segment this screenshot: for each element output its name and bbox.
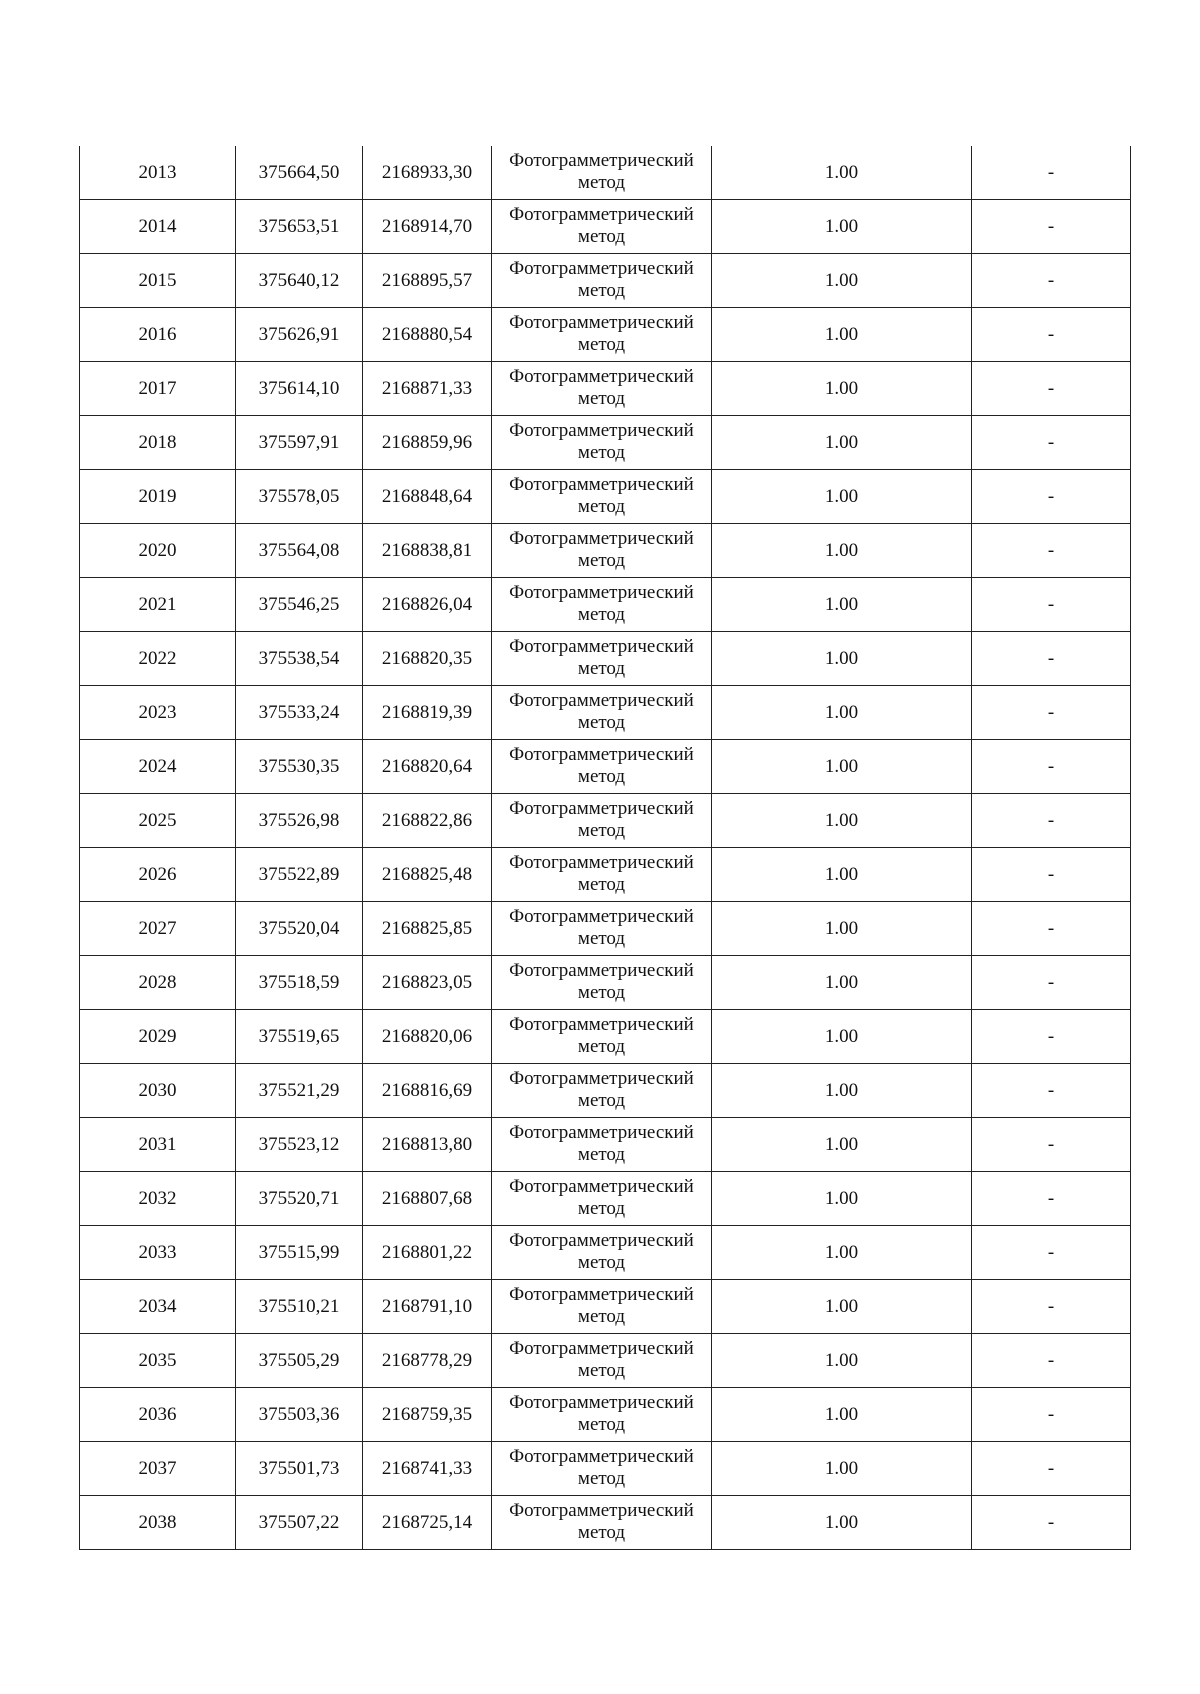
accuracy-cell: 1.00 bbox=[712, 848, 972, 902]
accuracy-cell: 1.00 bbox=[712, 362, 972, 416]
method-cell: Фотограмметрический метод bbox=[492, 1226, 712, 1280]
y-coordinate-cell: 2168813,80 bbox=[363, 1118, 492, 1172]
table-row bbox=[80, 1172, 1131, 1226]
note-cell: - bbox=[972, 200, 1131, 254]
note-cell: - bbox=[972, 794, 1131, 848]
method-cell: Фотограмметрический метод bbox=[492, 524, 712, 578]
x-coordinate-cell: 375653,51 bbox=[236, 200, 363, 254]
y-coordinate-cell: 2168741,33 bbox=[363, 1442, 492, 1496]
table-row bbox=[80, 254, 1131, 308]
accuracy-cell: 1.00 bbox=[712, 524, 972, 578]
x-coordinate-cell: 375533,24 bbox=[236, 686, 363, 740]
note-cell: - bbox=[972, 1226, 1131, 1280]
x-coordinate-cell: 375523,12 bbox=[236, 1118, 363, 1172]
table-row bbox=[80, 416, 1131, 470]
note-cell: - bbox=[972, 524, 1131, 578]
x-coordinate-cell: 375522,89 bbox=[236, 848, 363, 902]
method-cell: Фотограмметрический метод bbox=[492, 740, 712, 794]
table-row bbox=[80, 1496, 1131, 1550]
y-coordinate-cell: 2168725,14 bbox=[363, 1496, 492, 1550]
point-number-cell: 2019 bbox=[80, 470, 236, 524]
method-cell: Фотограмметрический метод bbox=[492, 632, 712, 686]
x-coordinate-cell: 375501,73 bbox=[236, 1442, 363, 1496]
table-row bbox=[80, 524, 1131, 578]
table-row bbox=[80, 362, 1131, 416]
y-coordinate-cell: 2168759,35 bbox=[363, 1388, 492, 1442]
point-number-cell: 2029 bbox=[80, 1010, 236, 1064]
x-coordinate-cell: 375564,08 bbox=[236, 524, 363, 578]
accuracy-cell: 1.00 bbox=[712, 794, 972, 848]
y-coordinate-cell: 2168895,57 bbox=[363, 254, 492, 308]
accuracy-cell: 1.00 bbox=[712, 1280, 972, 1334]
table-row bbox=[80, 1280, 1131, 1334]
note-cell: - bbox=[972, 1496, 1131, 1550]
note-cell: - bbox=[972, 1442, 1131, 1496]
x-coordinate-cell: 375530,35 bbox=[236, 740, 363, 794]
table-row bbox=[80, 200, 1131, 254]
y-coordinate-cell: 2168933,30 bbox=[363, 146, 492, 200]
table-row bbox=[80, 308, 1131, 362]
table-row bbox=[80, 848, 1131, 902]
accuracy-cell: 1.00 bbox=[712, 1118, 972, 1172]
accuracy-cell: 1.00 bbox=[712, 632, 972, 686]
point-number-cell: 2025 bbox=[80, 794, 236, 848]
accuracy-cell: 1.00 bbox=[712, 1172, 972, 1226]
point-number-cell: 2021 bbox=[80, 578, 236, 632]
y-coordinate-cell: 2168838,81 bbox=[363, 524, 492, 578]
x-coordinate-cell: 375538,54 bbox=[236, 632, 363, 686]
accuracy-cell: 1.00 bbox=[712, 254, 972, 308]
point-number-cell: 2026 bbox=[80, 848, 236, 902]
method-cell: Фотограмметрический метод bbox=[492, 200, 712, 254]
table-row bbox=[80, 1064, 1131, 1118]
note-cell: - bbox=[972, 146, 1131, 200]
method-cell: Фотограмметрический метод bbox=[492, 470, 712, 524]
coordinates-table-body bbox=[80, 146, 1131, 1550]
method-cell: Фотограмметрический метод bbox=[492, 1172, 712, 1226]
x-coordinate-cell: 375626,91 bbox=[236, 308, 363, 362]
table-row bbox=[80, 686, 1131, 740]
point-number-cell: 2016 bbox=[80, 308, 236, 362]
accuracy-cell: 1.00 bbox=[712, 1010, 972, 1064]
y-coordinate-cell: 2168820,06 bbox=[363, 1010, 492, 1064]
point-number-cell: 2033 bbox=[80, 1226, 236, 1280]
method-cell: Фотограмметрический метод bbox=[492, 308, 712, 362]
note-cell: - bbox=[972, 1280, 1131, 1334]
table-row bbox=[80, 632, 1131, 686]
table-row bbox=[80, 1334, 1131, 1388]
point-number-cell: 2017 bbox=[80, 362, 236, 416]
note-cell: - bbox=[972, 308, 1131, 362]
method-cell: Фотограмметрический метод bbox=[492, 1388, 712, 1442]
note-cell: - bbox=[972, 578, 1131, 632]
x-coordinate-cell: 375520,04 bbox=[236, 902, 363, 956]
note-cell: - bbox=[972, 848, 1131, 902]
accuracy-cell: 1.00 bbox=[712, 416, 972, 470]
point-number-cell: 2024 bbox=[80, 740, 236, 794]
method-cell: Фотограмметрический метод bbox=[492, 1334, 712, 1388]
accuracy-cell: 1.00 bbox=[712, 1334, 972, 1388]
note-cell: - bbox=[972, 956, 1131, 1010]
table-row bbox=[80, 1010, 1131, 1064]
table-row bbox=[80, 902, 1131, 956]
accuracy-cell: 1.00 bbox=[712, 686, 972, 740]
y-coordinate-cell: 2168825,48 bbox=[363, 848, 492, 902]
method-cell: Фотограмметрический метод bbox=[492, 1442, 712, 1496]
accuracy-cell: 1.00 bbox=[712, 578, 972, 632]
point-number-cell: 2031 bbox=[80, 1118, 236, 1172]
method-cell: Фотограмметрический метод bbox=[492, 956, 712, 1010]
method-cell: Фотограмметрический метод bbox=[492, 1118, 712, 1172]
point-number-cell: 2038 bbox=[80, 1496, 236, 1550]
point-number-cell: 2032 bbox=[80, 1172, 236, 1226]
method-cell: Фотограмметрический метод bbox=[492, 794, 712, 848]
note-cell: - bbox=[972, 1334, 1131, 1388]
x-coordinate-cell: 375518,59 bbox=[236, 956, 363, 1010]
note-cell: - bbox=[972, 1172, 1131, 1226]
point-number-cell: 2014 bbox=[80, 200, 236, 254]
point-number-cell: 2015 bbox=[80, 254, 236, 308]
x-coordinate-cell: 375521,29 bbox=[236, 1064, 363, 1118]
point-number-cell: 2036 bbox=[80, 1388, 236, 1442]
y-coordinate-cell: 2168823,05 bbox=[363, 956, 492, 1010]
note-cell: - bbox=[972, 740, 1131, 794]
y-coordinate-cell: 2168807,68 bbox=[363, 1172, 492, 1226]
table-row bbox=[80, 1118, 1131, 1172]
accuracy-cell: 1.00 bbox=[712, 470, 972, 524]
note-cell: - bbox=[972, 1118, 1131, 1172]
y-coordinate-cell: 2168820,35 bbox=[363, 632, 492, 686]
x-coordinate-cell: 375526,98 bbox=[236, 794, 363, 848]
point-number-cell: 2023 bbox=[80, 686, 236, 740]
note-cell: - bbox=[972, 632, 1131, 686]
x-coordinate-cell: 375664,50 bbox=[236, 146, 363, 200]
method-cell: Фотограмметрический метод bbox=[492, 1496, 712, 1550]
table-row bbox=[80, 956, 1131, 1010]
table-row bbox=[80, 740, 1131, 794]
y-coordinate-cell: 2168848,64 bbox=[363, 470, 492, 524]
note-cell: - bbox=[972, 470, 1131, 524]
table-row bbox=[80, 1442, 1131, 1496]
table-row bbox=[80, 578, 1131, 632]
accuracy-cell: 1.00 bbox=[712, 200, 972, 254]
method-cell: Фотограмметрический метод bbox=[492, 902, 712, 956]
method-cell: Фотограмметрический метод bbox=[492, 146, 712, 200]
x-coordinate-cell: 375520,71 bbox=[236, 1172, 363, 1226]
note-cell: - bbox=[972, 902, 1131, 956]
method-cell: Фотограмметрический метод bbox=[492, 362, 712, 416]
x-coordinate-cell: 375505,29 bbox=[236, 1334, 363, 1388]
x-coordinate-cell: 375640,12 bbox=[236, 254, 363, 308]
method-cell: Фотограмметрический метод bbox=[492, 848, 712, 902]
accuracy-cell: 1.00 bbox=[712, 1442, 972, 1496]
point-number-cell: 2022 bbox=[80, 632, 236, 686]
method-cell: Фотограмметрический метод bbox=[492, 686, 712, 740]
table-row bbox=[80, 794, 1131, 848]
method-cell: Фотограмметрический метод bbox=[492, 1280, 712, 1334]
point-number-cell: 2035 bbox=[80, 1334, 236, 1388]
note-cell: - bbox=[972, 254, 1131, 308]
accuracy-cell: 1.00 bbox=[712, 1226, 972, 1280]
y-coordinate-cell: 2168859,96 bbox=[363, 416, 492, 470]
y-coordinate-cell: 2168914,70 bbox=[363, 200, 492, 254]
point-number-cell: 2028 bbox=[80, 956, 236, 1010]
x-coordinate-cell: 375546,25 bbox=[236, 578, 363, 632]
y-coordinate-cell: 2168816,69 bbox=[363, 1064, 492, 1118]
point-number-cell: 2034 bbox=[80, 1280, 236, 1334]
y-coordinate-cell: 2168820,64 bbox=[363, 740, 492, 794]
accuracy-cell: 1.00 bbox=[712, 1064, 972, 1118]
accuracy-cell: 1.00 bbox=[712, 1496, 972, 1550]
y-coordinate-cell: 2168819,39 bbox=[363, 686, 492, 740]
note-cell: - bbox=[972, 416, 1131, 470]
point-number-cell: 2027 bbox=[80, 902, 236, 956]
y-coordinate-cell: 2168825,85 bbox=[363, 902, 492, 956]
note-cell: - bbox=[972, 362, 1131, 416]
method-cell: Фотограмметрический метод bbox=[492, 1064, 712, 1118]
x-coordinate-cell: 375578,05 bbox=[236, 470, 363, 524]
method-cell: Фотограмметрический метод bbox=[492, 1010, 712, 1064]
table-row bbox=[80, 1388, 1131, 1442]
accuracy-cell: 1.00 bbox=[712, 146, 972, 200]
note-cell: - bbox=[972, 1388, 1131, 1442]
point-number-cell: 2020 bbox=[80, 524, 236, 578]
point-number-cell: 2037 bbox=[80, 1442, 236, 1496]
x-coordinate-cell: 375510,21 bbox=[236, 1280, 363, 1334]
x-coordinate-cell: 375614,10 bbox=[236, 362, 363, 416]
x-coordinate-cell: 375503,36 bbox=[236, 1388, 363, 1442]
point-number-cell: 2030 bbox=[80, 1064, 236, 1118]
method-cell: Фотограмметрический метод bbox=[492, 254, 712, 308]
accuracy-cell: 1.00 bbox=[712, 1388, 972, 1442]
accuracy-cell: 1.00 bbox=[712, 308, 972, 362]
y-coordinate-cell: 2168778,29 bbox=[363, 1334, 492, 1388]
note-cell: - bbox=[972, 1064, 1131, 1118]
coordinates-table bbox=[79, 146, 1131, 1550]
x-coordinate-cell: 375515,99 bbox=[236, 1226, 363, 1280]
accuracy-cell: 1.00 bbox=[712, 740, 972, 794]
table-row bbox=[80, 146, 1131, 200]
x-coordinate-cell: 375519,65 bbox=[236, 1010, 363, 1064]
note-cell: - bbox=[972, 686, 1131, 740]
x-coordinate-cell: 375597,91 bbox=[236, 416, 363, 470]
y-coordinate-cell: 2168826,04 bbox=[363, 578, 492, 632]
point-number-cell: 2013 bbox=[80, 146, 236, 200]
accuracy-cell: 1.00 bbox=[712, 902, 972, 956]
table-row bbox=[80, 470, 1131, 524]
note-cell: - bbox=[972, 1010, 1131, 1064]
method-cell: Фотограмметрический метод bbox=[492, 578, 712, 632]
y-coordinate-cell: 2168801,22 bbox=[363, 1226, 492, 1280]
point-number-cell: 2018 bbox=[80, 416, 236, 470]
y-coordinate-cell: 2168822,86 bbox=[363, 794, 492, 848]
y-coordinate-cell: 2168791,10 bbox=[363, 1280, 492, 1334]
y-coordinate-cell: 2168871,33 bbox=[363, 362, 492, 416]
y-coordinate-cell: 2168880,54 bbox=[363, 308, 492, 362]
x-coordinate-cell: 375507,22 bbox=[236, 1496, 363, 1550]
table-row bbox=[80, 1226, 1131, 1280]
method-cell: Фотограмметрический метод bbox=[492, 416, 712, 470]
accuracy-cell: 1.00 bbox=[712, 956, 972, 1010]
